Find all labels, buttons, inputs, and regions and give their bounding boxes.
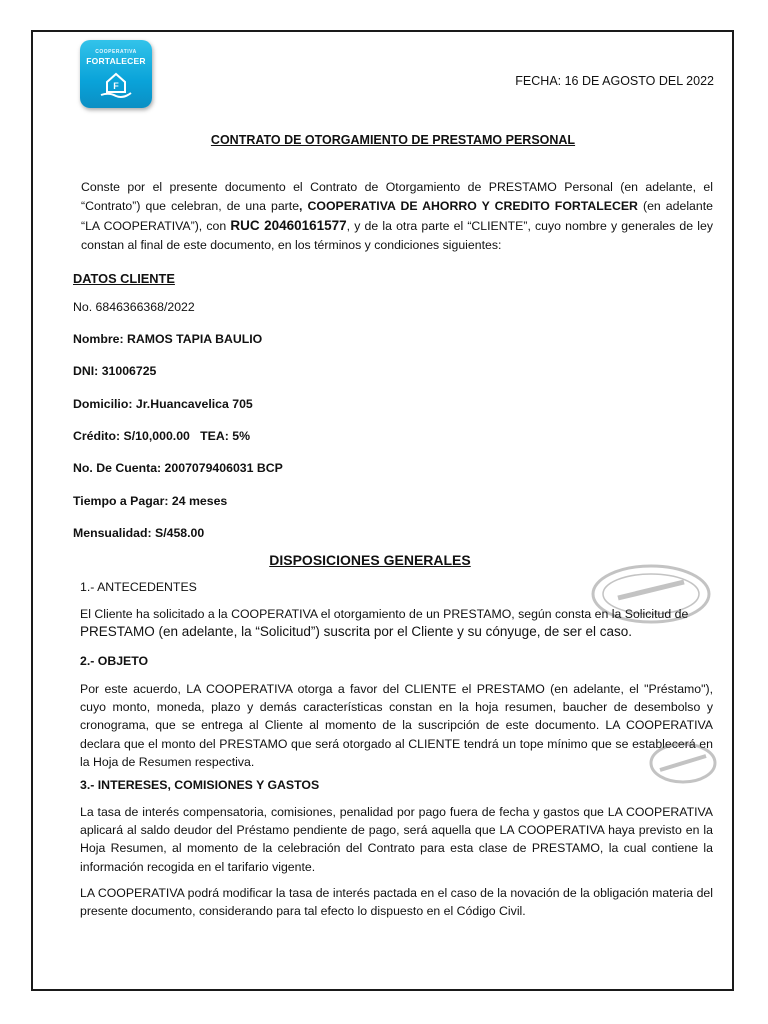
clause-1-text (80, 605, 713, 641)
clause-1-heading: 1.- ANTECEDENTES (80, 580, 197, 594)
numero-cuenta: No. De Cuenta: 2007079406031 BCP (73, 461, 283, 475)
clause-2-text: Por este acuerdo, LA COOPERATIVA otorga a favor del CLIENTE el PRESTAMO (en adelante, el "Préstamo"), cuyo monto, moneda, plazo y demás características constan en la hoja resumen, baucher de desembolso y cronograma, que se entrega al Cliente al momento de la suscripción de este documento. LA COOPERATIVA declara que el monto del PRESTAMO que será otorgado al CLIENTE tendrá un tope mínimo que se establecerá en la Hoja de Resumen respectiva. (80, 682, 713, 769)
logo-name: FORTALECER (86, 56, 146, 66)
house-hand-icon (99, 68, 133, 100)
fecha: FECHA: 16 DE AGOSTO DEL 2022 (515, 74, 714, 88)
disposiciones-title: DISPOSICIONES GENERALES (269, 552, 471, 568)
nombre-cliente: Nombre: RAMOS TAPIA BAULIO (73, 332, 263, 346)
intro-part-4: , y de la otra parte el “CLIENTE”, cuyo nombre y generales de ley constan al final de este documento, en los términos y condiciones siguientes: (81, 219, 713, 252)
credito-tea: Crédito: S/10,000.00 TEA: 5% (73, 429, 251, 443)
mensualidad: Mensualidad: S/458.00 (73, 526, 205, 540)
document-title: CONTRATO DE OTORGAMIENTO DE PRESTAMO PERSONAL (210, 133, 576, 147)
intro-ruc: RUC 20460161577 (230, 218, 347, 233)
logo-small-text: COOPERATIVA (95, 49, 137, 55)
dni-cliente: DNI: 31006725 (73, 364, 157, 378)
clause-3-text-1: La tasa de interés compensatoria, comisiones, penalidad por pago fuera de fecha y gastos que LA COOPERATIVA aplicará al saldo deudor del Préstamo pendiente de pago, será aquella que LA COOPERATIVA haya previsto en la Hoja Resumen, al momento de la celebración del Contrato para esta clase de PRESTAMO, la cual contiene la información recogida en el tarifario vigente. (80, 805, 713, 874)
tiempo-pagar: Tiempo a Pagar: 24 meses (73, 494, 228, 508)
intro-part-1: Conste por el presente documento el Contrato de Otorgamiento de PRESTAMO Personal (en adelante, el “Contrato”) que celebran, de una parte (81, 180, 713, 213)
cooperativa-logo (80, 40, 152, 108)
official-stamp-mark-2 (648, 740, 718, 786)
datos-cliente-heading: DATOS CLIENTE (73, 271, 175, 286)
domicilio-cliente: Domicilio: Jr.Huancavelica 705 (73, 397, 253, 411)
clause-3-heading: 3.- INTERESES, COMISIONES Y GASTOS (80, 778, 320, 792)
clause-3-text-2: LA COOPERATIVA podrá modificar la tasa de interés pactada en el caso de la novación de la obligación materia del presente documento, considerando para tal efecto lo dispuesto en el Código Civil. (80, 886, 713, 919)
intro-part-3: (en adelante “LA COOPERATIVA”), con (81, 199, 713, 233)
svg-text:F: F (113, 81, 119, 91)
intro-cooperativa: , COOPERATIVA DE AHORRO Y CREDITO FORTALECER (299, 199, 638, 213)
clause-1-line-2: PRESTAMO (en adelante, la “Solicitud”) suscrita por el Cliente y su cónyuge, de ser el caso. (80, 624, 632, 640)
clause-2-heading: 2.- OBJETO (80, 654, 149, 668)
intro-paragraph (81, 178, 713, 255)
numero-contrato: No. 6846366368/2022 (73, 300, 195, 314)
clause-1-line-1: El Cliente ha solicitado a la COOPERATIVA el otorgamiento de un PRESTAMO, según consta en la Solicitud de (80, 607, 689, 621)
